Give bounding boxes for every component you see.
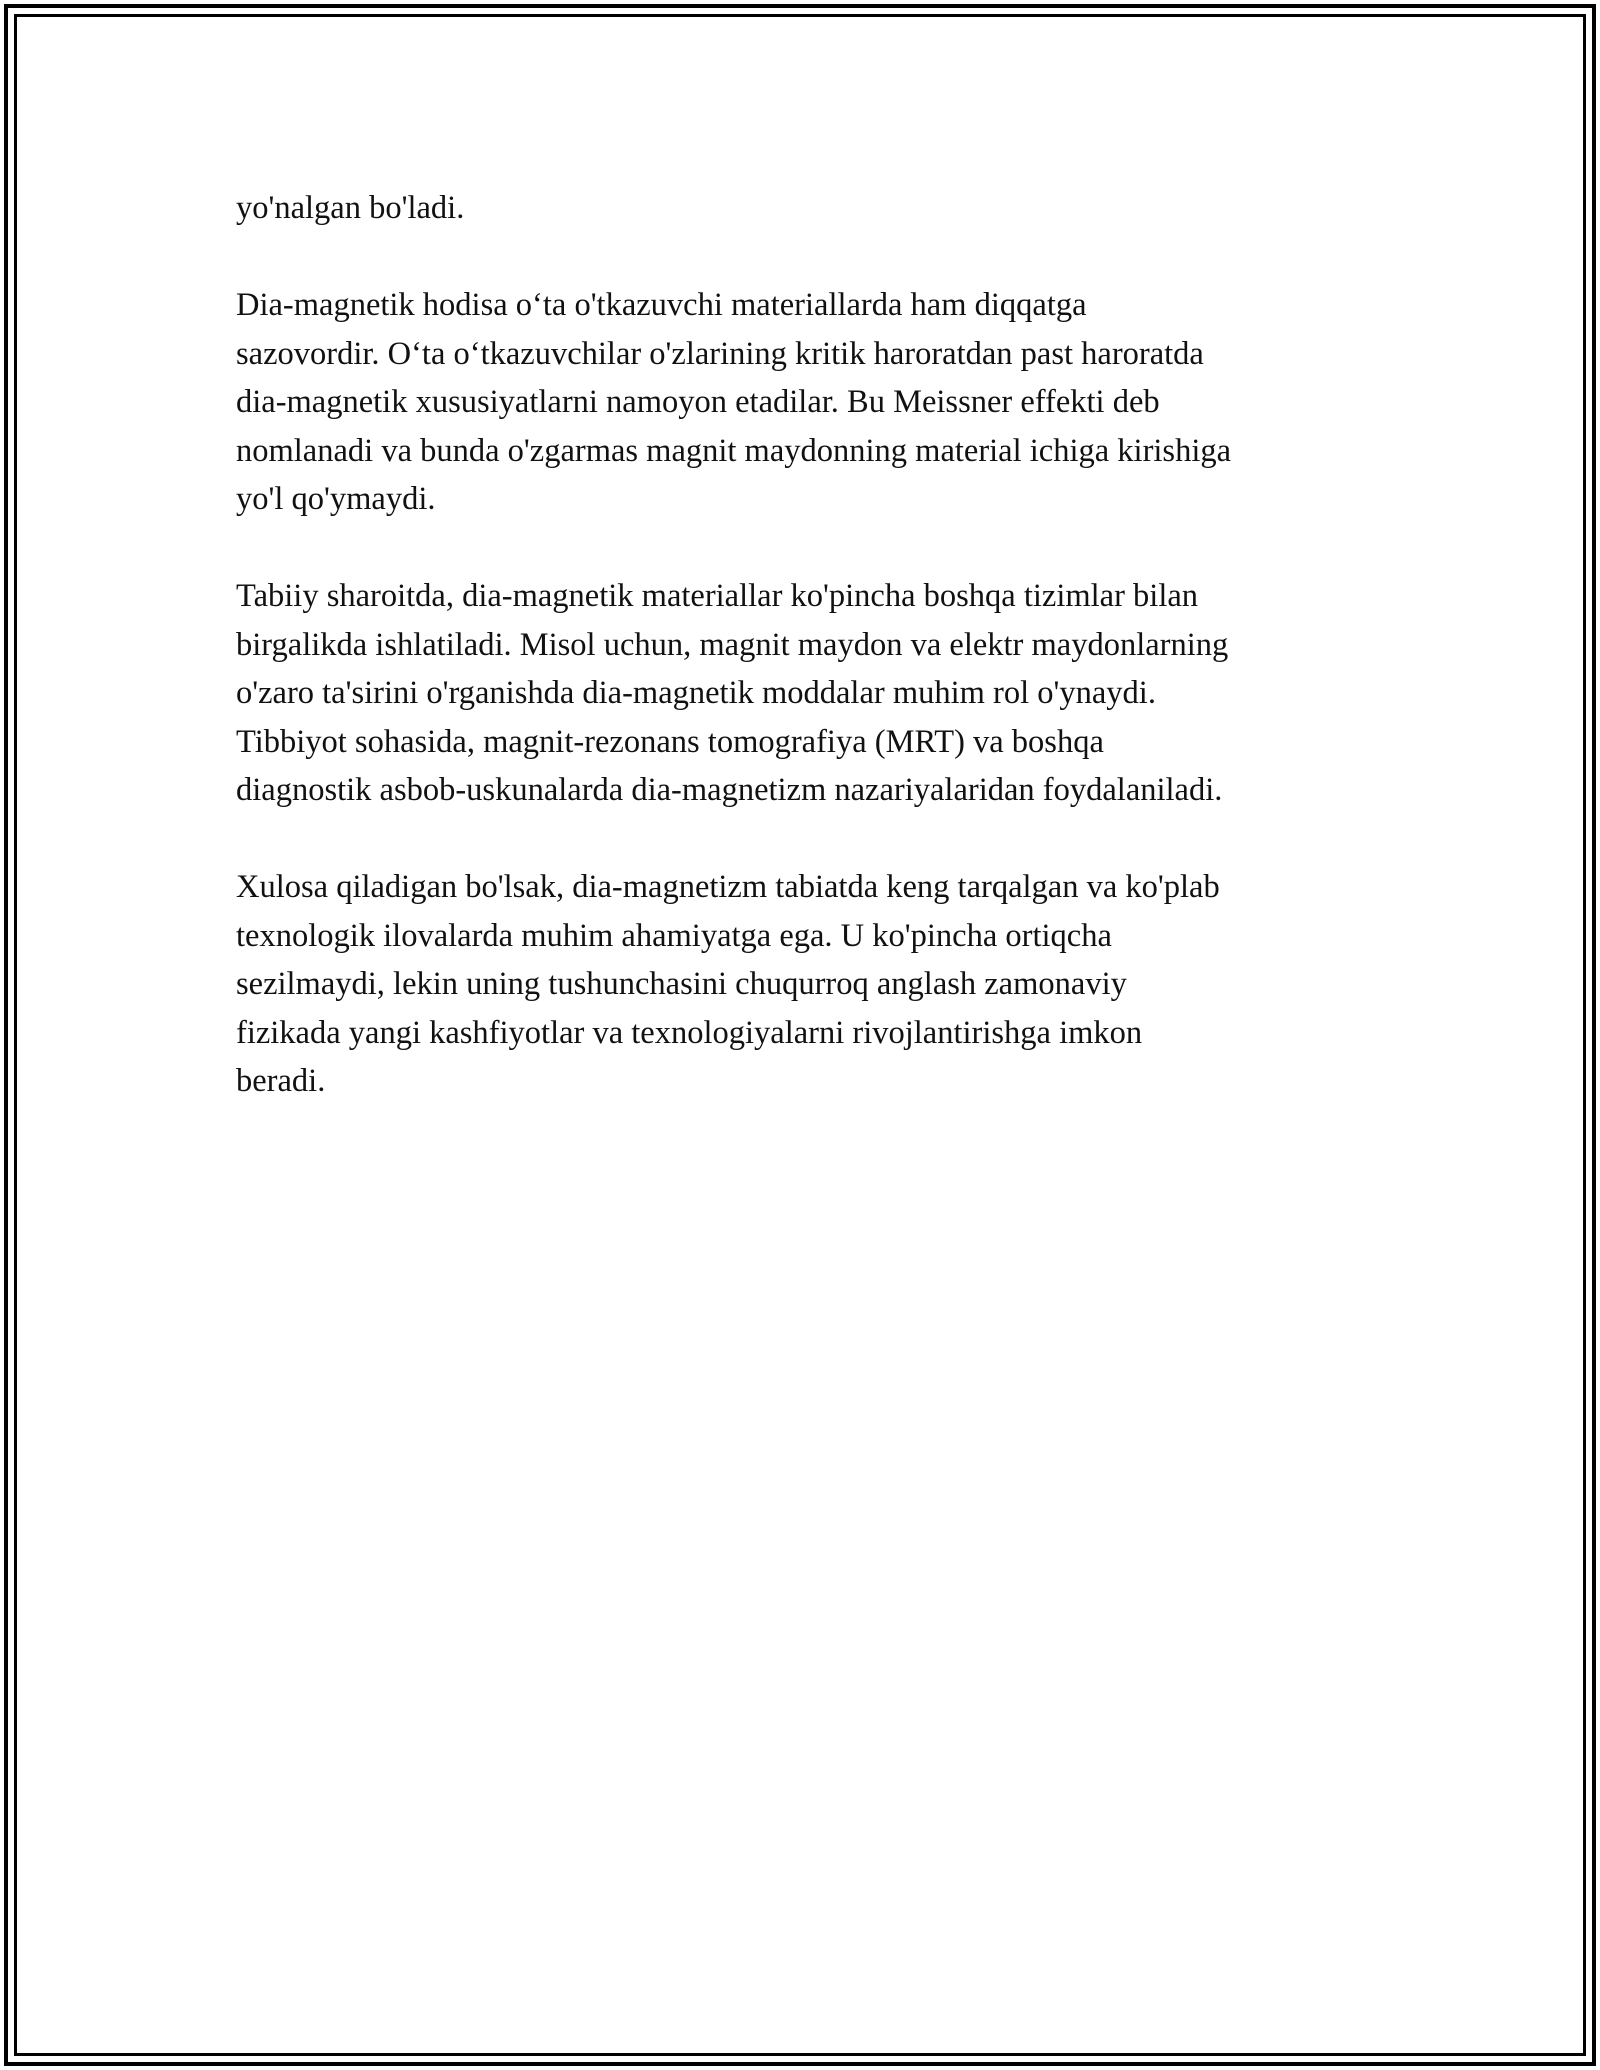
paragraph-conclusion bbox=[236, 863, 1376, 1106]
text-line: birgalikda ishlatiladi. Misol uchun, magnit maydon va elektr maydonlarning bbox=[236, 626, 1229, 663]
text-line: diagnostik asbob-uskunalarda dia-magnetizm nazariyalaridan foydalaniladi. bbox=[236, 772, 1223, 808]
text-line: Dia-magnetik hodisa o‘ta o'tkazuvchi materiallarda ham diqqatga bbox=[236, 287, 1087, 323]
text-line: Tabiiy sharoitda, dia-magnetik materiallar ko'pincha boshqa tizimlar bilan bbox=[236, 578, 1199, 614]
text-line: texnologik ilovalarda muhim ahamiyatga ega. U ko'pincha ortiqcha bbox=[236, 917, 1112, 954]
paragraph-applications bbox=[236, 572, 1376, 815]
text-line: yo'nalgan bo'ladi. bbox=[236, 190, 465, 226]
text-line: yo'l qo'ymaydi. bbox=[236, 481, 436, 517]
text-line: Tibbiyot sohasida, magnit-rezonans tomografiya (MRT) va boshqa bbox=[236, 723, 1104, 760]
paragraph-superconductors bbox=[236, 281, 1376, 524]
document-body bbox=[236, 184, 1376, 1154]
text-line: dia-magnetik xususiyatlarni namoyon etadilar. Bu Meissner effekti deb bbox=[236, 384, 1160, 420]
text-line: Xulosa qiladigan bo'lsak, dia-magnetizm tabiatda keng tarqalgan va ko'plab bbox=[236, 869, 1220, 905]
text-line: fizikada yangi kashfiyotlar va texnologiyalarni rivojlantirishga imkon bbox=[236, 1014, 1143, 1051]
paragraph-continuation bbox=[236, 184, 1376, 233]
text-line: nomlanadi va bunda o'zgarmas magnit maydonning material ichiga kirishiga bbox=[236, 432, 1232, 469]
text-line: o'zaro ta'sirini o'rganishda dia-magnetik moddalar muhim rol o'ynaydi. bbox=[236, 675, 1156, 711]
text-line: beradi. bbox=[236, 1063, 326, 1099]
text-line: sazovordir. O‘ta o‘tkazuvchilar o'zlarining kritik haroratdan past haroratda bbox=[236, 335, 1204, 372]
text-line: sezilmaydi, lekin uning tushunchasini chuqurroq anglash zamonaviy bbox=[236, 966, 1127, 1002]
